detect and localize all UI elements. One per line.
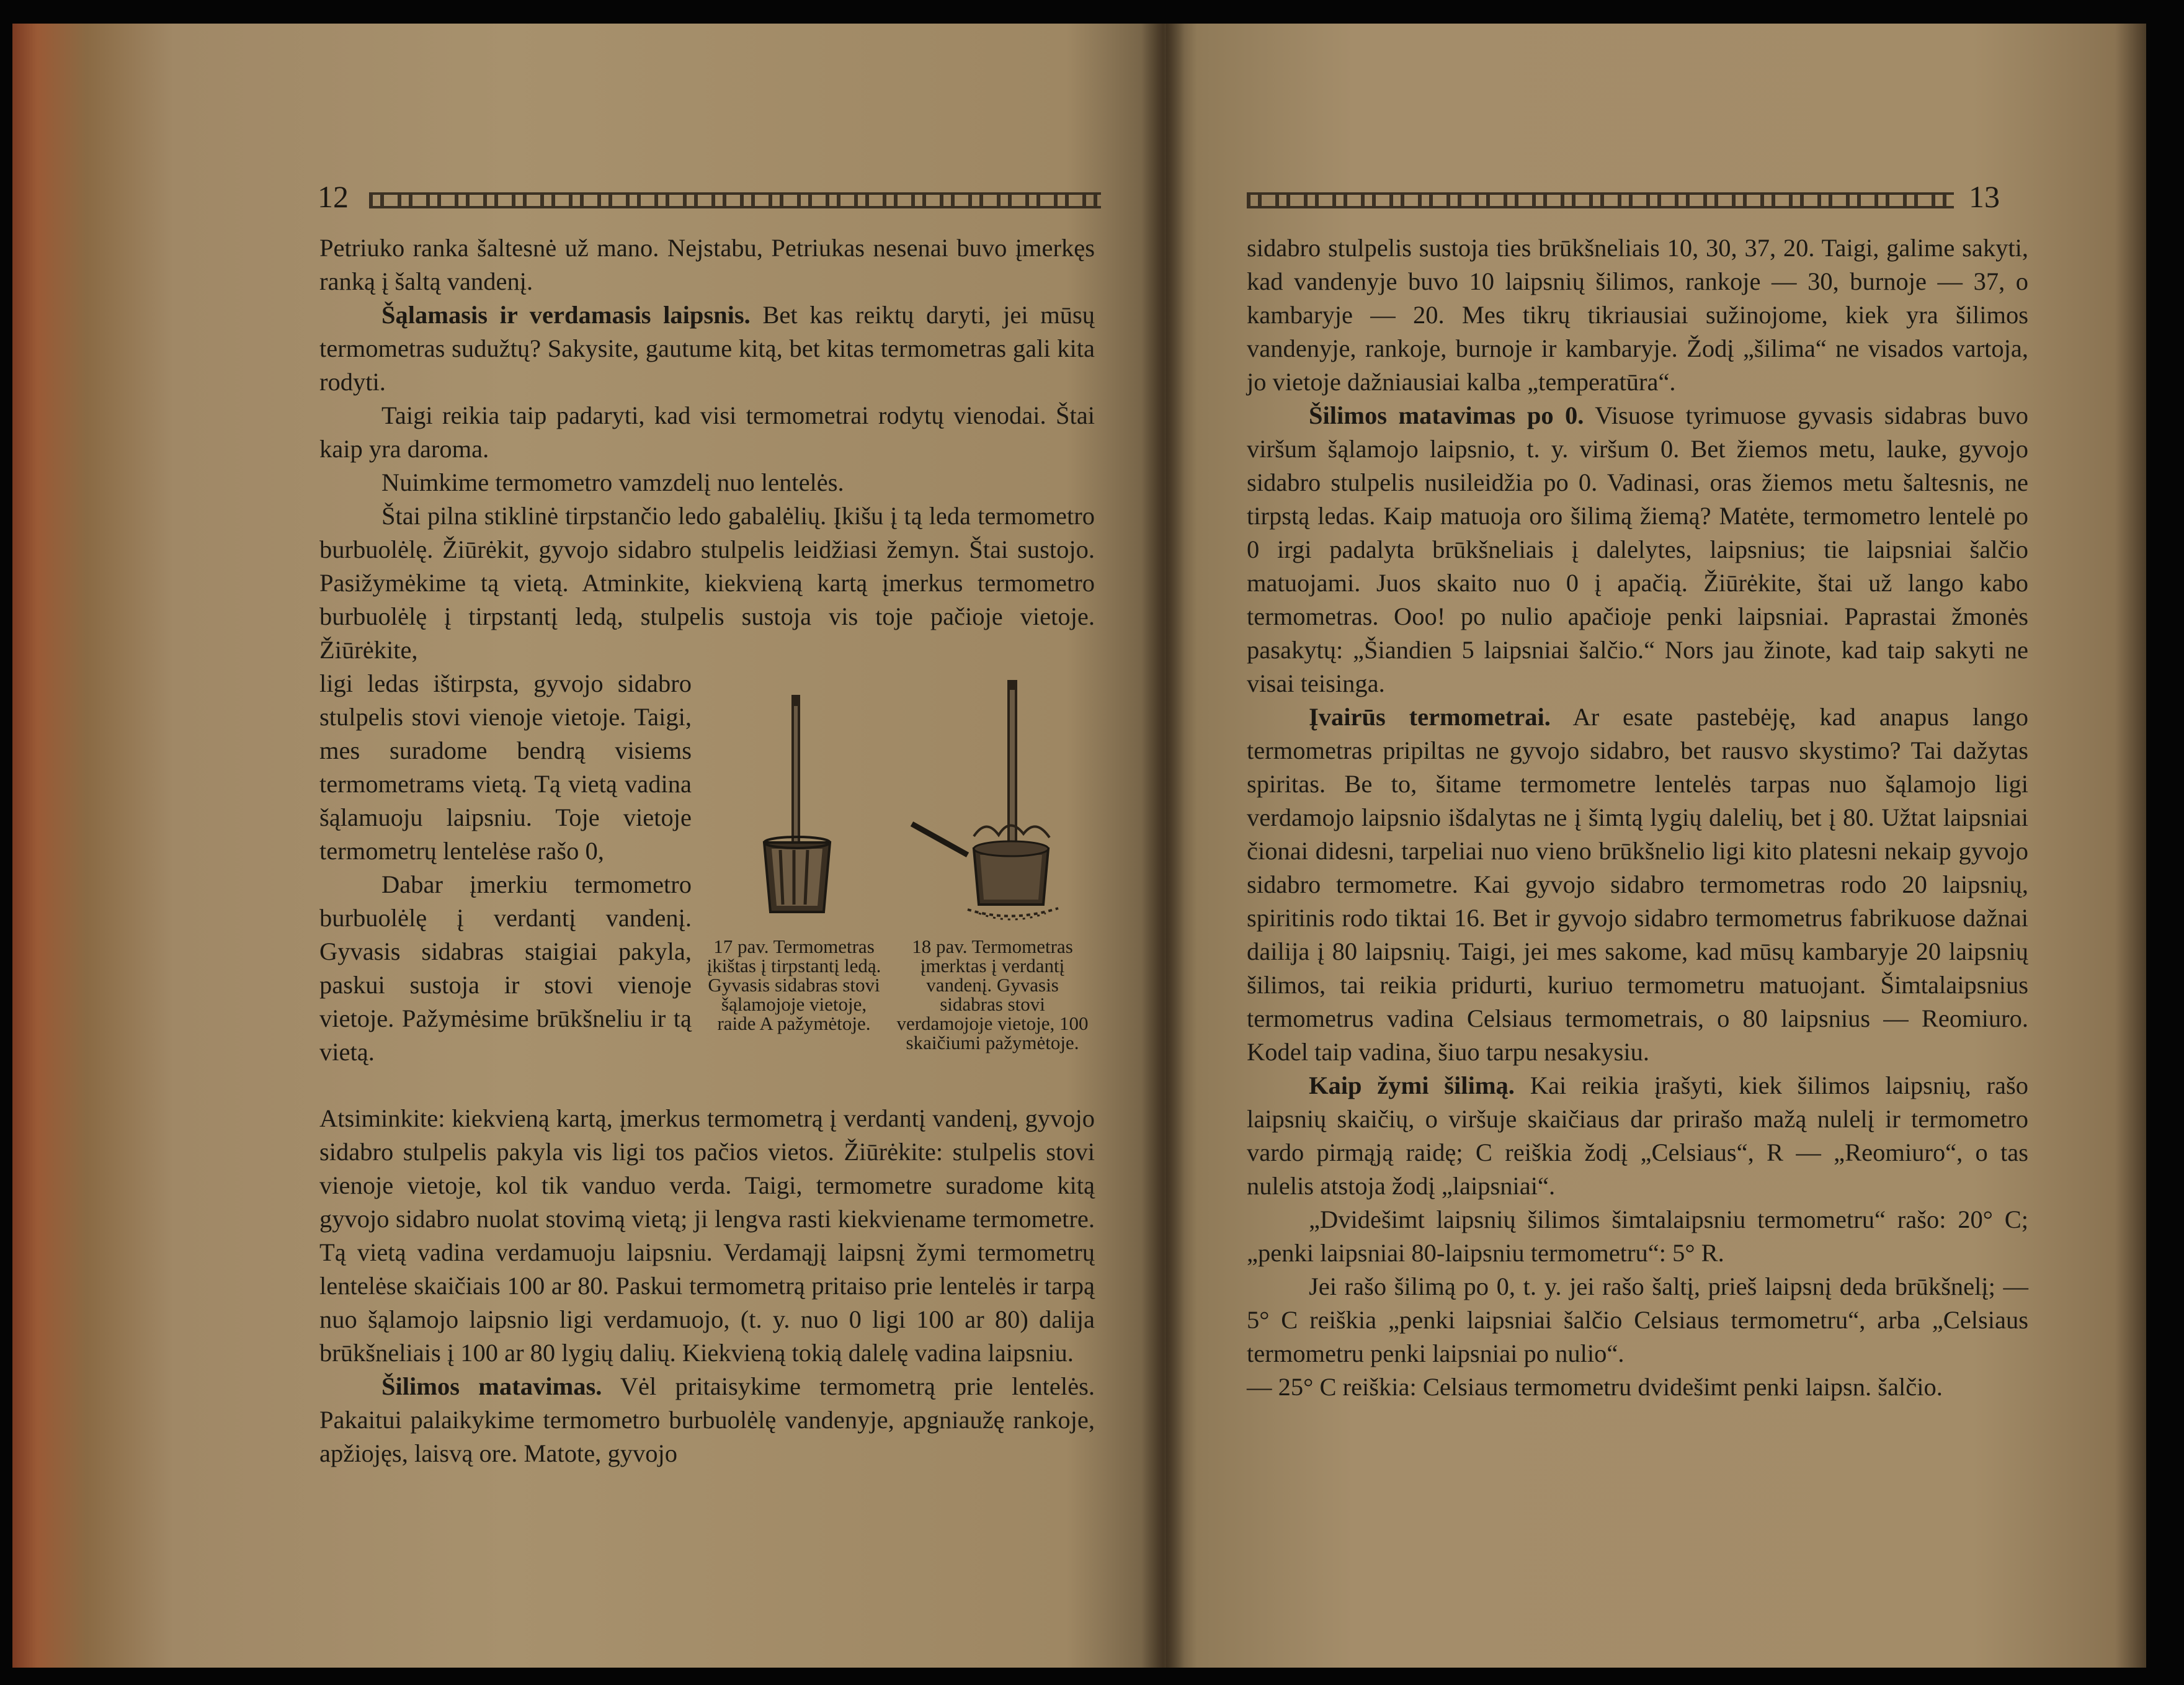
section-heading: Įvairūs termometrai. [1309, 703, 1551, 731]
paragraph: Štai pilna stiklinė tirpstančio ledo gabalėlių. Įkišu į tą leda termometro burbuolėlę. Žiūrėkit, gyvojo sidabro stulpelis leidžiasi žemyn. Štai sustojo. Pasižymėkime tą vietą. Atminkite, kiekvieną kartą įmerkus termometro burbuolėlę į tirpstantį ledą, stulpelis sustoja vis toje pačioje vietoje. Žiūrėkite, [319, 502, 1095, 664]
paragraph-text: Bet kas reiktų daryti, jei mūsų termometras sudužtų? Sakysite, gautume kitą, bet kitas termometras gali kita rodyti. [319, 301, 1095, 396]
section-heading: Šilimos matavimas po 0. [1309, 401, 1584, 429]
paragraph [1247, 1069, 2028, 1203]
left-page [12, 24, 1166, 1668]
paragraph: — 25° C reiškia: Celsiaus termometru dvidešimt penki laipsn. šalčio. [1247, 1373, 1943, 1401]
book-gutter [1141, 24, 1185, 1668]
right-text [1247, 231, 2028, 1404]
section-heading: Šąlamasis ir verdamasis laipsnis. [381, 301, 751, 329]
figure-18-thermometer-in-boiling-water [906, 669, 1073, 929]
paragraph-text: Visuose tyrimuose gyvasis sidabras buvo viršum šąlamojo laipsnio, t. y. viršum 0. Bet žiemos metu, lauke, gyvojo sidabro stulpelis nusileidžia po 0. Vadinasi, oras žiemos metu šaltesnis, ne tirpstą ledas. Kaip matuoja oro šilimą žiemą? Matėte, termometro lentelė po 0 irgi padalyta brūkšneliais į dalelytes, laipsnius; tie laipsniai šalčio matuojami. Juos skaito nuo 0 į apačią. Žiūrėkite, štai už lango kabo termometras. Ooo! po nulio apačioje penki laipsniai. Paprastai žmonės pasakytų: „Šiandien 5 laipsniai šalčio.“ Nors jau žinote, kad taip sakyti ne visai teisinga. [1247, 401, 2029, 697]
section-heading: Kaip žymi šilimą. [1309, 1071, 1515, 1099]
paragraph: sidabro stulpelis sustoja ties brūkšneliais 10, 30, 37, 20. Taigi, galime sakyti, kad vandenyje buvo 10 laipsnių šilimos, rankoje — 30, burnoje — 37, o kambaryje — 20. Mes tikrų tikriausiai sužinojome, kiek yra šilimos vandenyje, rankoje, burnoje ir kambaryje. Žodį „šilima“ ne visados vartoja, jo vietoje dažniausiai kalba „temperatūra“. [1247, 234, 2028, 396]
paragraph: Jei rašo šilimą po 0, t. y. jei rašo šaltį, prieš laipsnį deda brūkšnelį; — 5° C reiškia „penki laipsniai šalčio Celsiaus termometru“, arba „Celsiaus termometru penki laipsniai po nulio“. [1247, 1272, 2028, 1367]
paragraph: Atsiminkite: kiekvieną kartą, įmerkus termometrą į verdantį vandenį, gyvojo sidabro stulpelis pakyla vis ligi tos pačios vietos. Žiūrėkite: stulpelis stovi vienoje vietoje, kol tik vanduo verda. Taigi, termometre suradome kitą gyvojo sidabro nuolat stovimą vietą; ji lengva rasti kiekviename termometre. Tą vietą vadina verdamuoju laipsniu. Verdamąjį laipsnį žymi termometrų lentelėse skaičiais 100 ar 80. Paskui termometrą pritaiso prie lentelės ir tarpą nuo šąlamojo laipsnio ligi verdamuojo, (t. y. nuo 0 ligi 100 ar 80) dalija brūkšneliais į 100 ar 80 lygių dalių. Kiekvieną tokią dalelę vadina laipsniu. [319, 1104, 1095, 1367]
paragraph: ligi ledas ištirpsta, gyvojo sidabro stulpelis stovi vienoje vietoje. Taigi, mes suradome bendrą visiems termometrams vietą. Tą vietą vadina šąlamuoju laipsniu. Toje vietoje termometrų lentelėse rašo 0, [319, 669, 692, 865]
figure-18-caption: 18 pav. Termometras įmerktas į verdantį vandenį. Gyvasis sidabras stovi verdamojoje vietoje, 100 skaičiumi pažymėtoje. [896, 936, 1089, 1053]
left-text-top [319, 231, 1095, 667]
figure-17-caption: 17 pav. Termometras įkištas į tirpstantį ledą. Gyvasis sidabras stovi šąlamojoje vietoje, raide A pažymėtoje. [706, 936, 881, 1034]
ornamental-border [369, 192, 1101, 208]
paragraph: „Dvidešimt laipsnių šilimos šimtalaipsniu termometru“ rašo: 20° C; „penki laipsniai 80-laipsniu termometru“: 5° R. [1247, 1205, 2028, 1267]
paragraph [1247, 399, 2028, 700]
left-text-bottom [319, 1102, 1095, 1470]
section-heading: Šilimos matavimas. [381, 1372, 602, 1400]
paragraph [319, 298, 1095, 399]
paragraph [1247, 700, 2028, 1069]
open-book [12, 24, 2146, 1668]
paragraph: Dabar įmerkiu termometro burbuolėlę į verdantį vandenį. Gyvasis sidabras staigiai pakyla, paskui sustoja ir stovi vienoje vietoje. Pažymėsime brūkšneliu ir tą vietą. [319, 870, 692, 1066]
page-number: 13 [1969, 179, 2000, 214]
right-page [1166, 24, 2146, 1668]
paragraph-text: Vėl pritaisykime termometrą prie lentelės. Pakaitui palaikykime termometro burbuolėlę vandenyje, apgniaužę rankoje, apžiojęs, laisvą ore. Matote, gyvojo [319, 1372, 1095, 1467]
paragraph-text: Ar esate pastebėję, kad anapus lango termometras pripiltas ne gyvojo sidabro, bet rausvo skystimo? Tai dažytas spiritas. Be to, šitame termometre lentelės tarpas nuo šąlamojo ligi verdamojo laipsnio išdalytas ne į šimtą lygių dalelių, bet į 80. Užtat laipsniai čionai didesni, tarpeliai nuo vieno brūkšnelio ligi kito platesni nekaip gyvojo sidabro termometre. Kai gyvojo sidabro termometras rodo 20 laipsnių, spiritinis rodo tiktai 16. Bet ir gyvojo sidabro termometrus fabrikuose dažnai dailija į 80 laipsnių. Taigi, jei mes sakome, kad mūsų kambaryje 20 laipsnių šilimos, tai reikia pridurti, kuriuo termometru matuojant. Šimtalaipsnius termometrus vadina Celsiaus termometrais, o 80 laipsnius — Reomiuro. Kodel taip vadina, šiuo tarpu nesakysiu. [1247, 703, 2028, 1066]
paragraph: Petriuko ranka šaltesnė už mano. Nejstabu, Petriukas nesenai buvo įmerkęs ranką į šaltą vandenį. [319, 234, 1095, 295]
left-text-wrap [319, 667, 692, 1069]
paragraph-text: Kai reikia įrašyti, kiek šilimos laipsnių, rašo laipsnių skaičių, o viršuje skaičiaus dar prirašo mažą nulelį ir termometro vardo pirmąją raidę; C reiškia žodį „Celsiaus“, R — „Reomiuro“, o tas nulelis atstoja žodį „laipsniai“. [1247, 1071, 2029, 1200]
page-number: 12 [318, 179, 349, 214]
paragraph [319, 1370, 1095, 1470]
paragraph: Taigi reikia taip padaryti, kad visi termometrai rodytų vienodai. Štai kaip yra daroma. [319, 401, 1095, 463]
figure-17-thermometer-in-ice [751, 681, 844, 929]
paragraph: Nuimkime termometro vamzdelį nuo lentelės. [381, 468, 844, 496]
ornamental-border [1247, 192, 1954, 208]
